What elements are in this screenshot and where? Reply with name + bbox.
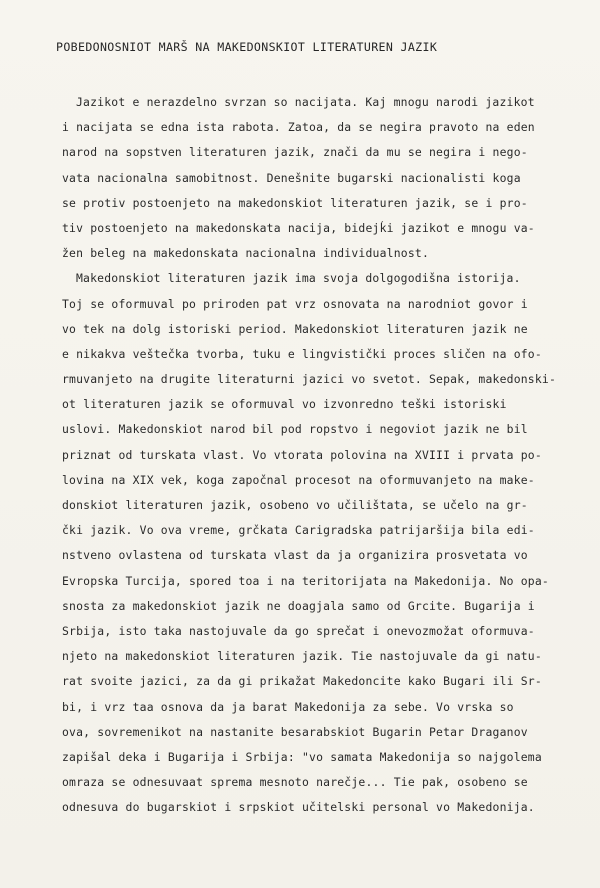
paragraph-2-line: donskiot literaturen jazik, osobeno vo učilištata, se učelo na gr-: [62, 498, 528, 512]
paragraph-2-line: Evropska Turcija, spored toa i na teritorijata na Makedonija. No opa-: [62, 573, 549, 588]
paragraph-2-line: ova, sovremenikot na nastanite besarabskiot Bugarin Petar Draganov: [62, 724, 528, 739]
document-title: POBEDONOSNIOT MARŠ NA MAKEDONSKIOT LITERATUREN JAZIK: [56, 40, 438, 54]
paragraph-2-line: rat svoite jazici, za da gi prikažat Makedoncite kako Bugari ili Sr-: [62, 674, 542, 689]
paragraph-1-line: Jazikot e nerazdelno svrzan so nacijata. Kaj mnogu narodi jazikot: [76, 95, 535, 109]
paragraph-1-line: narod na sopstven literaturen jazik, znači da mu se negira i nego-: [62, 145, 528, 160]
paragraph-1-line: žen beleg na makedonskata nacionalna individualnost.: [62, 246, 430, 261]
paragraph-2-line: nstveno ovlastena od turskata vlast da ja organizira prosvetata vo: [62, 548, 528, 563]
paragraph-1-line: se protiv postoenjeto na makedonskiot literaturen jazik, se i pro-: [62, 195, 528, 210]
paragraph-2-line: Srbija, isto taka nastojuvale da go sprečat i onevozmožat oformuva-: [62, 623, 535, 638]
paragraph-2-line: priznat od turskata vlast. Vo vtorata polovina na XVIII i prvata po-: [62, 447, 542, 462]
paragraph-2-line: Makedonskiot literaturen jazik ima svoja dolgogodišna istorija.: [76, 271, 521, 286]
paragraph-2-line: snosta za makedonskiot jazik ne doagjala samo od Grcite. Bugarija i: [62, 598, 535, 613]
paragraph-2-line: e nikakva veštečka tvorba, tuku e lingvistički proces sličen na ofo-: [62, 346, 542, 361]
paragraph-2-line: lovina na XIX vek, koga započnal procesot na oformuvanjeto na make-: [62, 472, 535, 487]
paragraph-2-line: bi, i vrz taa osnova da ja barat Makedonija za sebe. Vo vrska so: [62, 699, 514, 714]
paragraph-2-line: vo tek na dolg istoriski period. Makedonskiot literaturen jazik ne: [62, 321, 528, 336]
paragraph-2-line: uslovi. Makedonskiot narod bil pod ropstvo i negoviot jazik ne bil: [62, 422, 528, 437]
paragraph-1-line: tiv postoenjeto na makedonskata nacija, bidejḱi jazikot e mnogu va-: [62, 220, 535, 235]
paragraph-1-line: i nacijata se edna ista rabota. Zatoa, da se negira pravoto na eden: [62, 120, 535, 135]
paragraph-2-line: čki jazik. Vo ova vreme, grčkata Carigradska patrijaršija bila edi-: [62, 523, 535, 538]
paragraph-1-line: vata nacionalna samobitnost. Denešnite bugarski nacionalisti koga: [62, 170, 521, 185]
paragraph-2-line: omraza se odnesuvaat sprema mesnoto narečje... Tie pak, osobeno se: [62, 775, 528, 790]
document-body: [62, 90, 590, 820]
paragraph-2-line: njeto na makedonskiot literaturen jazik. Tie nastojuvale da gi natu-: [62, 649, 542, 664]
paragraph-2-line: odnesuva do bugarskiot i srpskiot učitelski personal vo Makedonija.: [62, 800, 535, 815]
paragraph-2-line: rmuvanjeto na drugite literaturni jazici vo svetot. Sepak, makedonski-: [62, 372, 557, 387]
paragraph-2-line: Toj se oformuval po priroden pat vrz osnovata na narodniot govor i: [62, 296, 528, 311]
paragraph-2-line: zapišal deka i Bugarija i Srbija: "vo samata Makedonija so najgolema: [62, 749, 542, 764]
paragraph-2-line: ot literaturen jazik se oformuval vo izvonredno teški istoriski: [62, 397, 507, 412]
